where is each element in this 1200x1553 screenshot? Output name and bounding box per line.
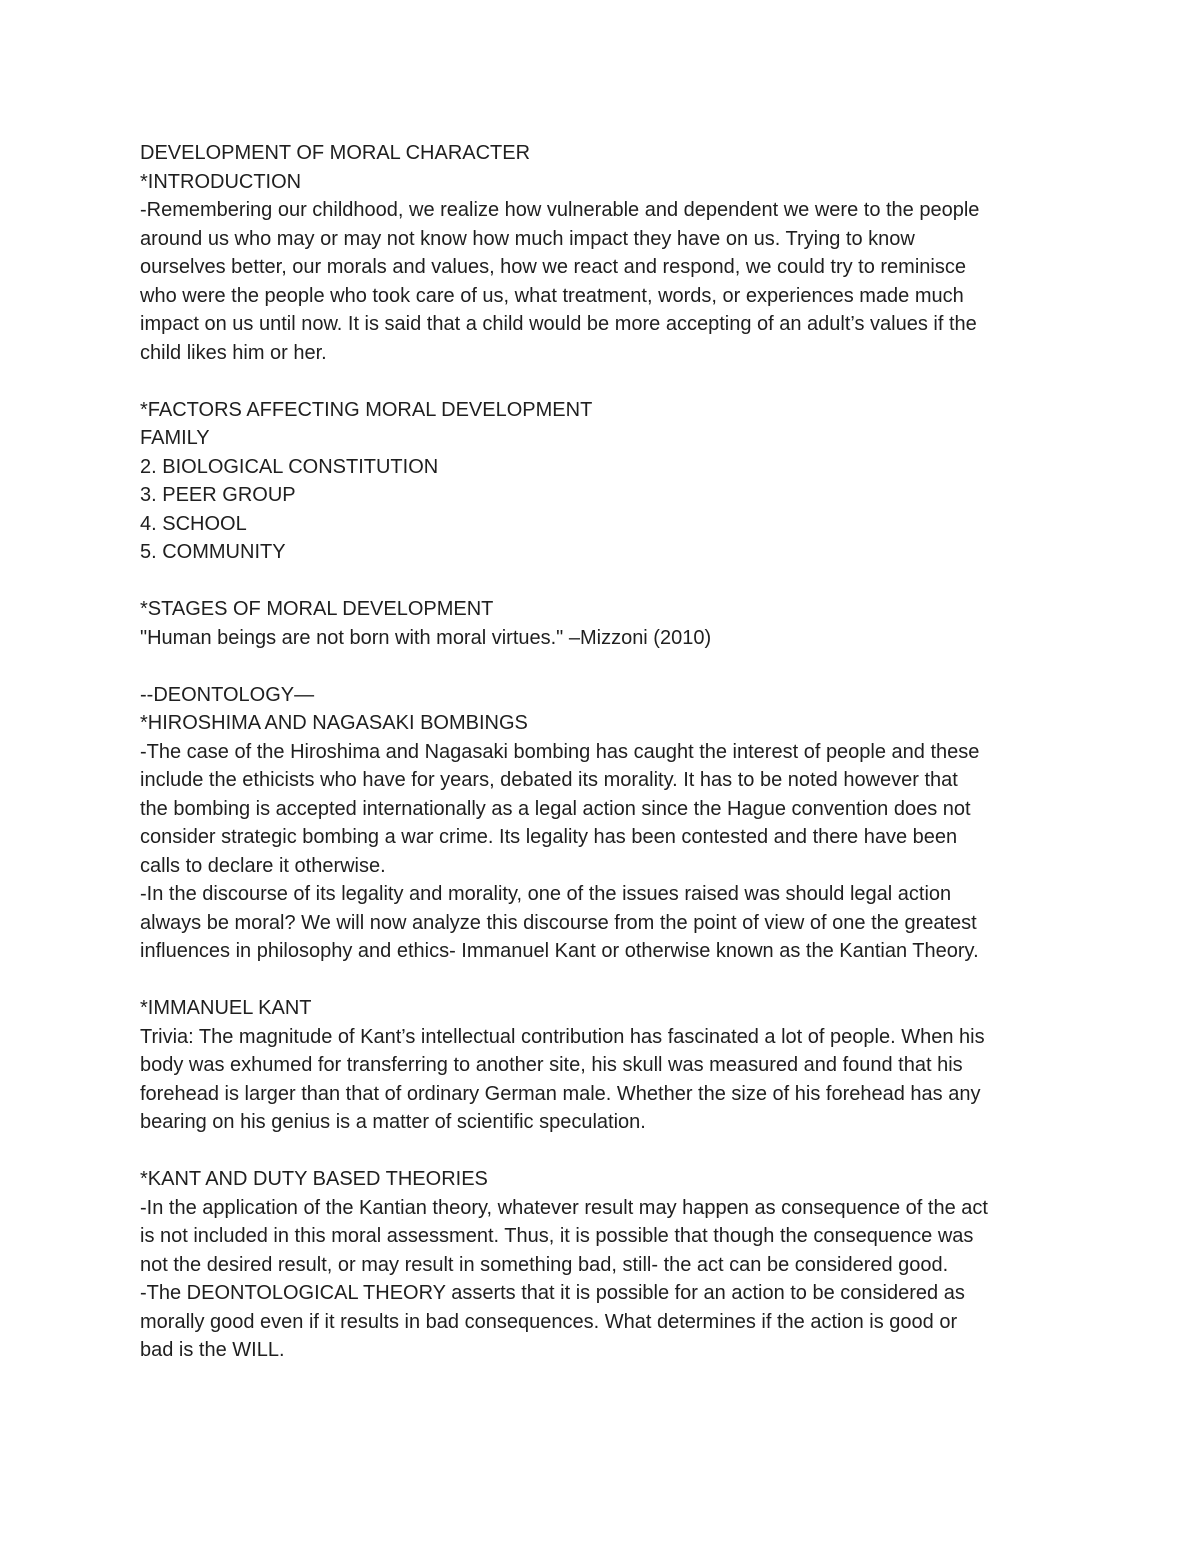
duty-paragraph	[140, 1194, 1065, 1365]
spacer	[140, 1137, 1065, 1166]
text-line: -In the application of the Kantian theory, whatever result may happen as consequence of the act	[140, 1196, 988, 1219]
text-line: child likes him or her.	[140, 341, 327, 364]
text-line: around us who may or may not know how much impact they have on us. Trying to know	[140, 227, 915, 250]
text-line: -The DEONTOLOGICAL THEORY asserts that it is possible for an action to be considered as	[140, 1282, 965, 1304]
introduction-paragraph	[140, 196, 1065, 367]
bombings-paragraph	[140, 738, 1065, 966]
introduction-heading: *INTRODUCTION	[140, 170, 302, 193]
factors-heading: *FACTORS AFFECTING MORAL DEVELOPMENT	[140, 398, 593, 421]
text-line: include the ethicists who have for years, debated its morality. It has to be noted however that	[140, 769, 958, 791]
kant-paragraph	[140, 1023, 1065, 1137]
text-line: who were the people who took care of us, what treatment, words, or experiences made much	[140, 284, 964, 307]
stages-heading: *STAGES OF MORAL DEVELOPMENT	[140, 598, 494, 620]
text-line: bad is the WILL.	[140, 1339, 285, 1361]
spacer	[140, 567, 1065, 596]
deontology-heading: --DEONTOLOGY—	[140, 683, 315, 706]
text-line: impact on us until now. It is said that a child would be more accepting of an adult’s values if the	[140, 313, 977, 335]
text-line: not the desired result, or may result in something bad, still- the act can be considered good.	[140, 1253, 949, 1276]
spacer	[140, 966, 1065, 995]
text-line: the bombing is accepted internationally as a legal action since the Hague convention does not	[140, 797, 971, 820]
spacer	[140, 652, 1065, 681]
text-line: forehead is larger than that of ordinary German male. Whether the size of his forehead has any	[140, 1082, 981, 1105]
text-line: body was exhumed for transferring to another site, his skull was measured and found that his	[140, 1054, 963, 1076]
text-line: consider strategic bombing a war crime. Its legality has been contested and there have been	[140, 826, 958, 848]
factors-list	[140, 424, 1065, 567]
text-line: always be moral? We will now analyze this discourse from the point of view of one the greatest	[140, 911, 977, 934]
text-line: -In the discourse of its legality and morality, one of the issues raised was should legal action	[140, 883, 952, 905]
spacer	[140, 367, 1065, 396]
text-line: morally good even if it results in bad consequences. What determines if the action is good or	[140, 1310, 958, 1333]
list-item: 5. COMMUNITY	[140, 541, 286, 563]
list-item: 2. BIOLOGICAL CONSTITUTION	[140, 455, 439, 478]
text-line: is not included in this moral assessment. Thus, it is possible that though the consequence was	[140, 1225, 974, 1247]
document-page	[140, 139, 1065, 1365]
list-item: 3. PEER GROUP	[140, 484, 296, 506]
text-line: influences in philosophy and ethics- Immanuel Kant or otherwise known as the Kantian Theory.	[140, 940, 979, 962]
list-item: FAMILY	[140, 427, 210, 449]
text-line: bearing on his genius is a matter of scientific speculation.	[140, 1111, 646, 1133]
text-line: -The case of the Hiroshima and Nagasaki bombing has caught the interest of people and these	[140, 740, 980, 763]
text-line: -Remembering our childhood, we realize how vulnerable and dependent we were to the people	[140, 199, 980, 221]
text-line: ourselves better, our morals and values, how we react and respond, we could try to reminisce	[140, 256, 966, 278]
kant-heading: *IMMANUEL KANT	[140, 997, 312, 1019]
duty-heading: *KANT AND DUTY BASED THEORIES	[140, 1168, 488, 1190]
document-title: DEVELOPMENT OF MORAL CHARACTER	[140, 142, 531, 164]
list-item: 4. SCHOOL	[140, 512, 247, 535]
text-line: calls to declare it otherwise.	[140, 854, 386, 877]
stages-quote: "Human beings are not born with moral virtues." –Mizzoni (2010)	[140, 626, 712, 649]
bombings-heading: *HIROSHIMA AND NAGASAKI BOMBINGS	[140, 712, 528, 734]
text-line: Trivia: The magnitude of Kant’s intellectual contribution has fascinated a lot of people. When his	[140, 1025, 985, 1048]
